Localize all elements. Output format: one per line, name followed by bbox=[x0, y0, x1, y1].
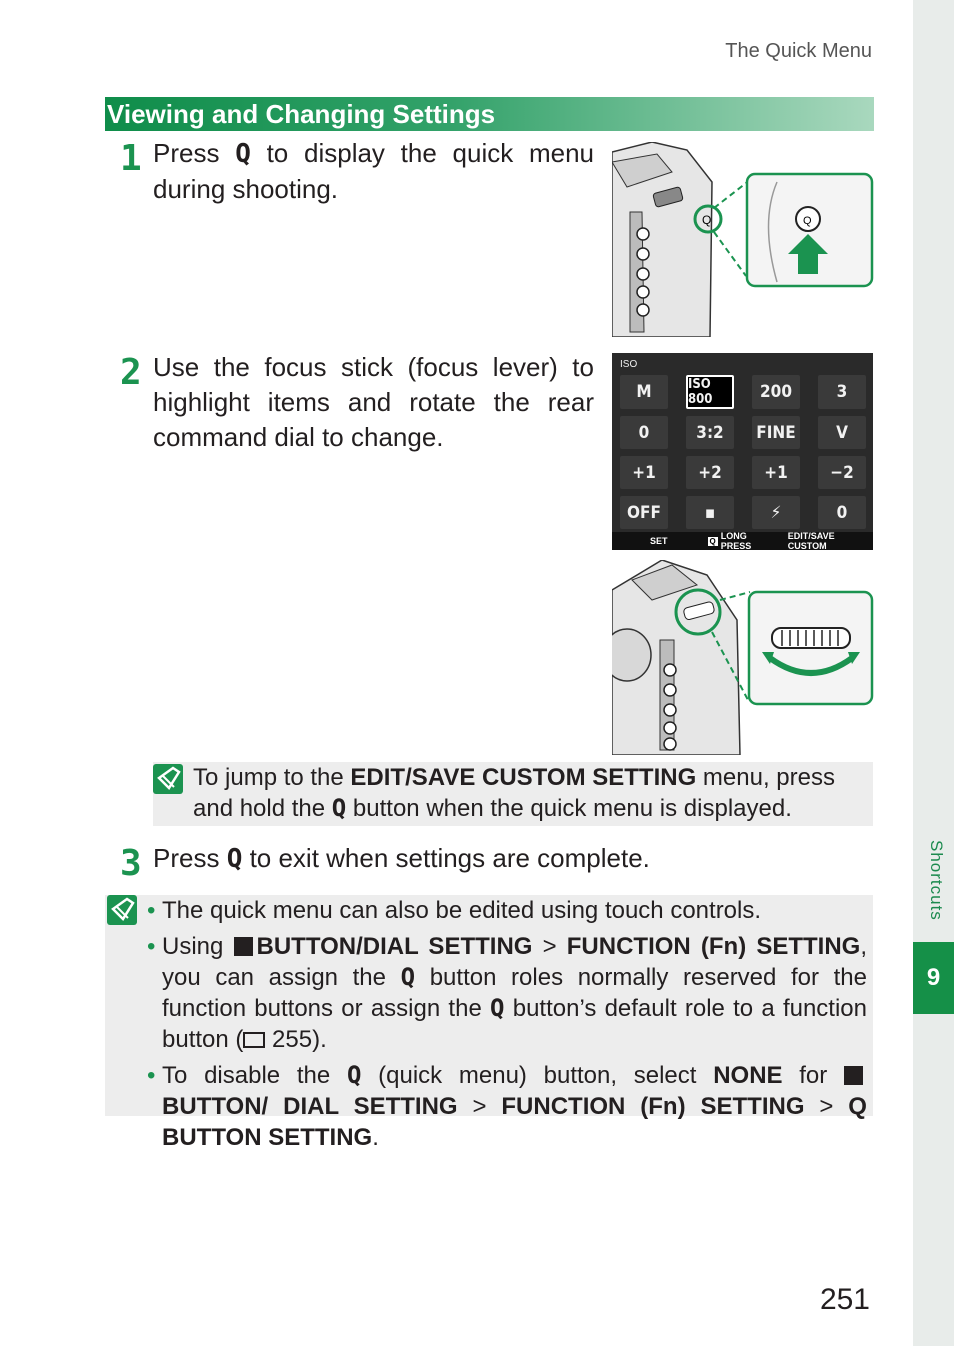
chapter-label: Shortcuts bbox=[927, 840, 946, 921]
q-button-glyph: Q bbox=[346, 1061, 362, 1089]
note-pencil-icon bbox=[153, 764, 183, 794]
q-button-glyph: Q bbox=[226, 844, 243, 874]
book-icon bbox=[243, 1032, 265, 1048]
q-button-glyph: Q bbox=[490, 994, 505, 1022]
qm-cell-dynamic-range: 200 bbox=[752, 375, 800, 409]
qm-cell-shadow-tone: +2 bbox=[686, 456, 734, 489]
note-2-bullet-3: • To disable the Q (quick menu) button, select NONE for BUTTON/ DIAL SETTING > FUNCTION (Fn) SETTING > Q BUTTON SETTING. bbox=[147, 1061, 867, 1151]
note-box-2 bbox=[105, 895, 873, 1151]
camera-command-dial-illustration bbox=[612, 560, 874, 755]
chapter-side-tab bbox=[913, 0, 954, 1346]
qm-cell-af-mode: ▪ bbox=[686, 496, 734, 529]
step-3-text: Press Q to exit when settings are complete. bbox=[153, 843, 650, 874]
quick-menu-top-label: ISO bbox=[620, 359, 638, 370]
custom-setting-icon bbox=[234, 937, 253, 956]
step-1-number: 1 bbox=[120, 138, 142, 179]
quick-menu-bottom-bar bbox=[612, 532, 873, 550]
note-2-bullet-1: • The quick menu can also be edited using touch controls. bbox=[147, 897, 762, 924]
qm-cell-shooting-mode: M bbox=[620, 375, 668, 409]
qm-q-glyph: Q bbox=[709, 536, 716, 546]
note-2-list bbox=[147, 895, 867, 1158]
note-box-1 bbox=[153, 762, 873, 826]
qm-cell-highlight-tone: +1 bbox=[620, 456, 668, 489]
qm-cell-flash-mode: ⚡ bbox=[752, 496, 800, 529]
svg-text:Q: Q bbox=[803, 215, 812, 227]
step-2-text: Use the focus stick (focus lever) to highlight items and rotate the rear command dial to change. bbox=[153, 352, 594, 452]
qm-cell-film-simulation: V bbox=[818, 416, 866, 449]
qm-set-label: SET bbox=[650, 536, 668, 546]
quick-menu-grid bbox=[620, 375, 866, 529]
page-number: 251 bbox=[819, 1283, 870, 1316]
qm-cell-image-size: 3:2 bbox=[686, 416, 734, 449]
chapter-number: 9 bbox=[913, 942, 954, 1014]
note-1-text: To jump to the EDIT/SAVE CUSTOM SETTING menu, press and hold the Q button when the quick menu is displayed. bbox=[193, 764, 835, 822]
qm-cell-color: +1 bbox=[752, 456, 800, 489]
quick-menu-screen bbox=[612, 353, 873, 550]
svg-text:Q: Q bbox=[702, 213, 712, 227]
qm-cell-sharpness: −2 bbox=[818, 456, 866, 489]
q-button-glyph: Q bbox=[235, 139, 251, 169]
running-head: The Quick Menu bbox=[725, 40, 872, 62]
qm-edit-label: EDIT/SAVE CUSTOM bbox=[787, 531, 835, 551]
qm-cell-noise-reduction: 0 bbox=[620, 416, 668, 449]
qm-cell-lcd-brightness: 0 bbox=[818, 496, 866, 529]
qm-long-press-label: LONG PRESS bbox=[720, 531, 752, 551]
step-1-text: Press Q to display the quick menu during shooting. bbox=[153, 138, 594, 204]
qm-cell-iso: ISO 800 bbox=[686, 375, 734, 409]
q-button-glyph: Q bbox=[331, 794, 347, 822]
qm-cell-image-quality: FINE bbox=[752, 416, 800, 449]
qm-cell-self-timer: OFF bbox=[620, 496, 668, 529]
camera-q-button-illustration bbox=[612, 142, 874, 337]
step-3-number: 3 bbox=[120, 843, 142, 884]
note-pencil-icon bbox=[107, 895, 137, 925]
custom-setting-icon bbox=[844, 1066, 863, 1085]
qm-cell-white-balance: 3 bbox=[818, 375, 866, 409]
section-title: Viewing and Changing Settings bbox=[105, 97, 874, 131]
note-2-bullet-2: • Using BUTTON/DIAL SETTING > FUNCTION (Fn) SETTING, you can assign the Q button roles normally reserved for the function buttons or assign the Q button’s default role to a function button ( 255). bbox=[147, 933, 868, 1053]
step-2-number: 2 bbox=[120, 352, 142, 393]
q-button-glyph: Q bbox=[400, 963, 416, 991]
